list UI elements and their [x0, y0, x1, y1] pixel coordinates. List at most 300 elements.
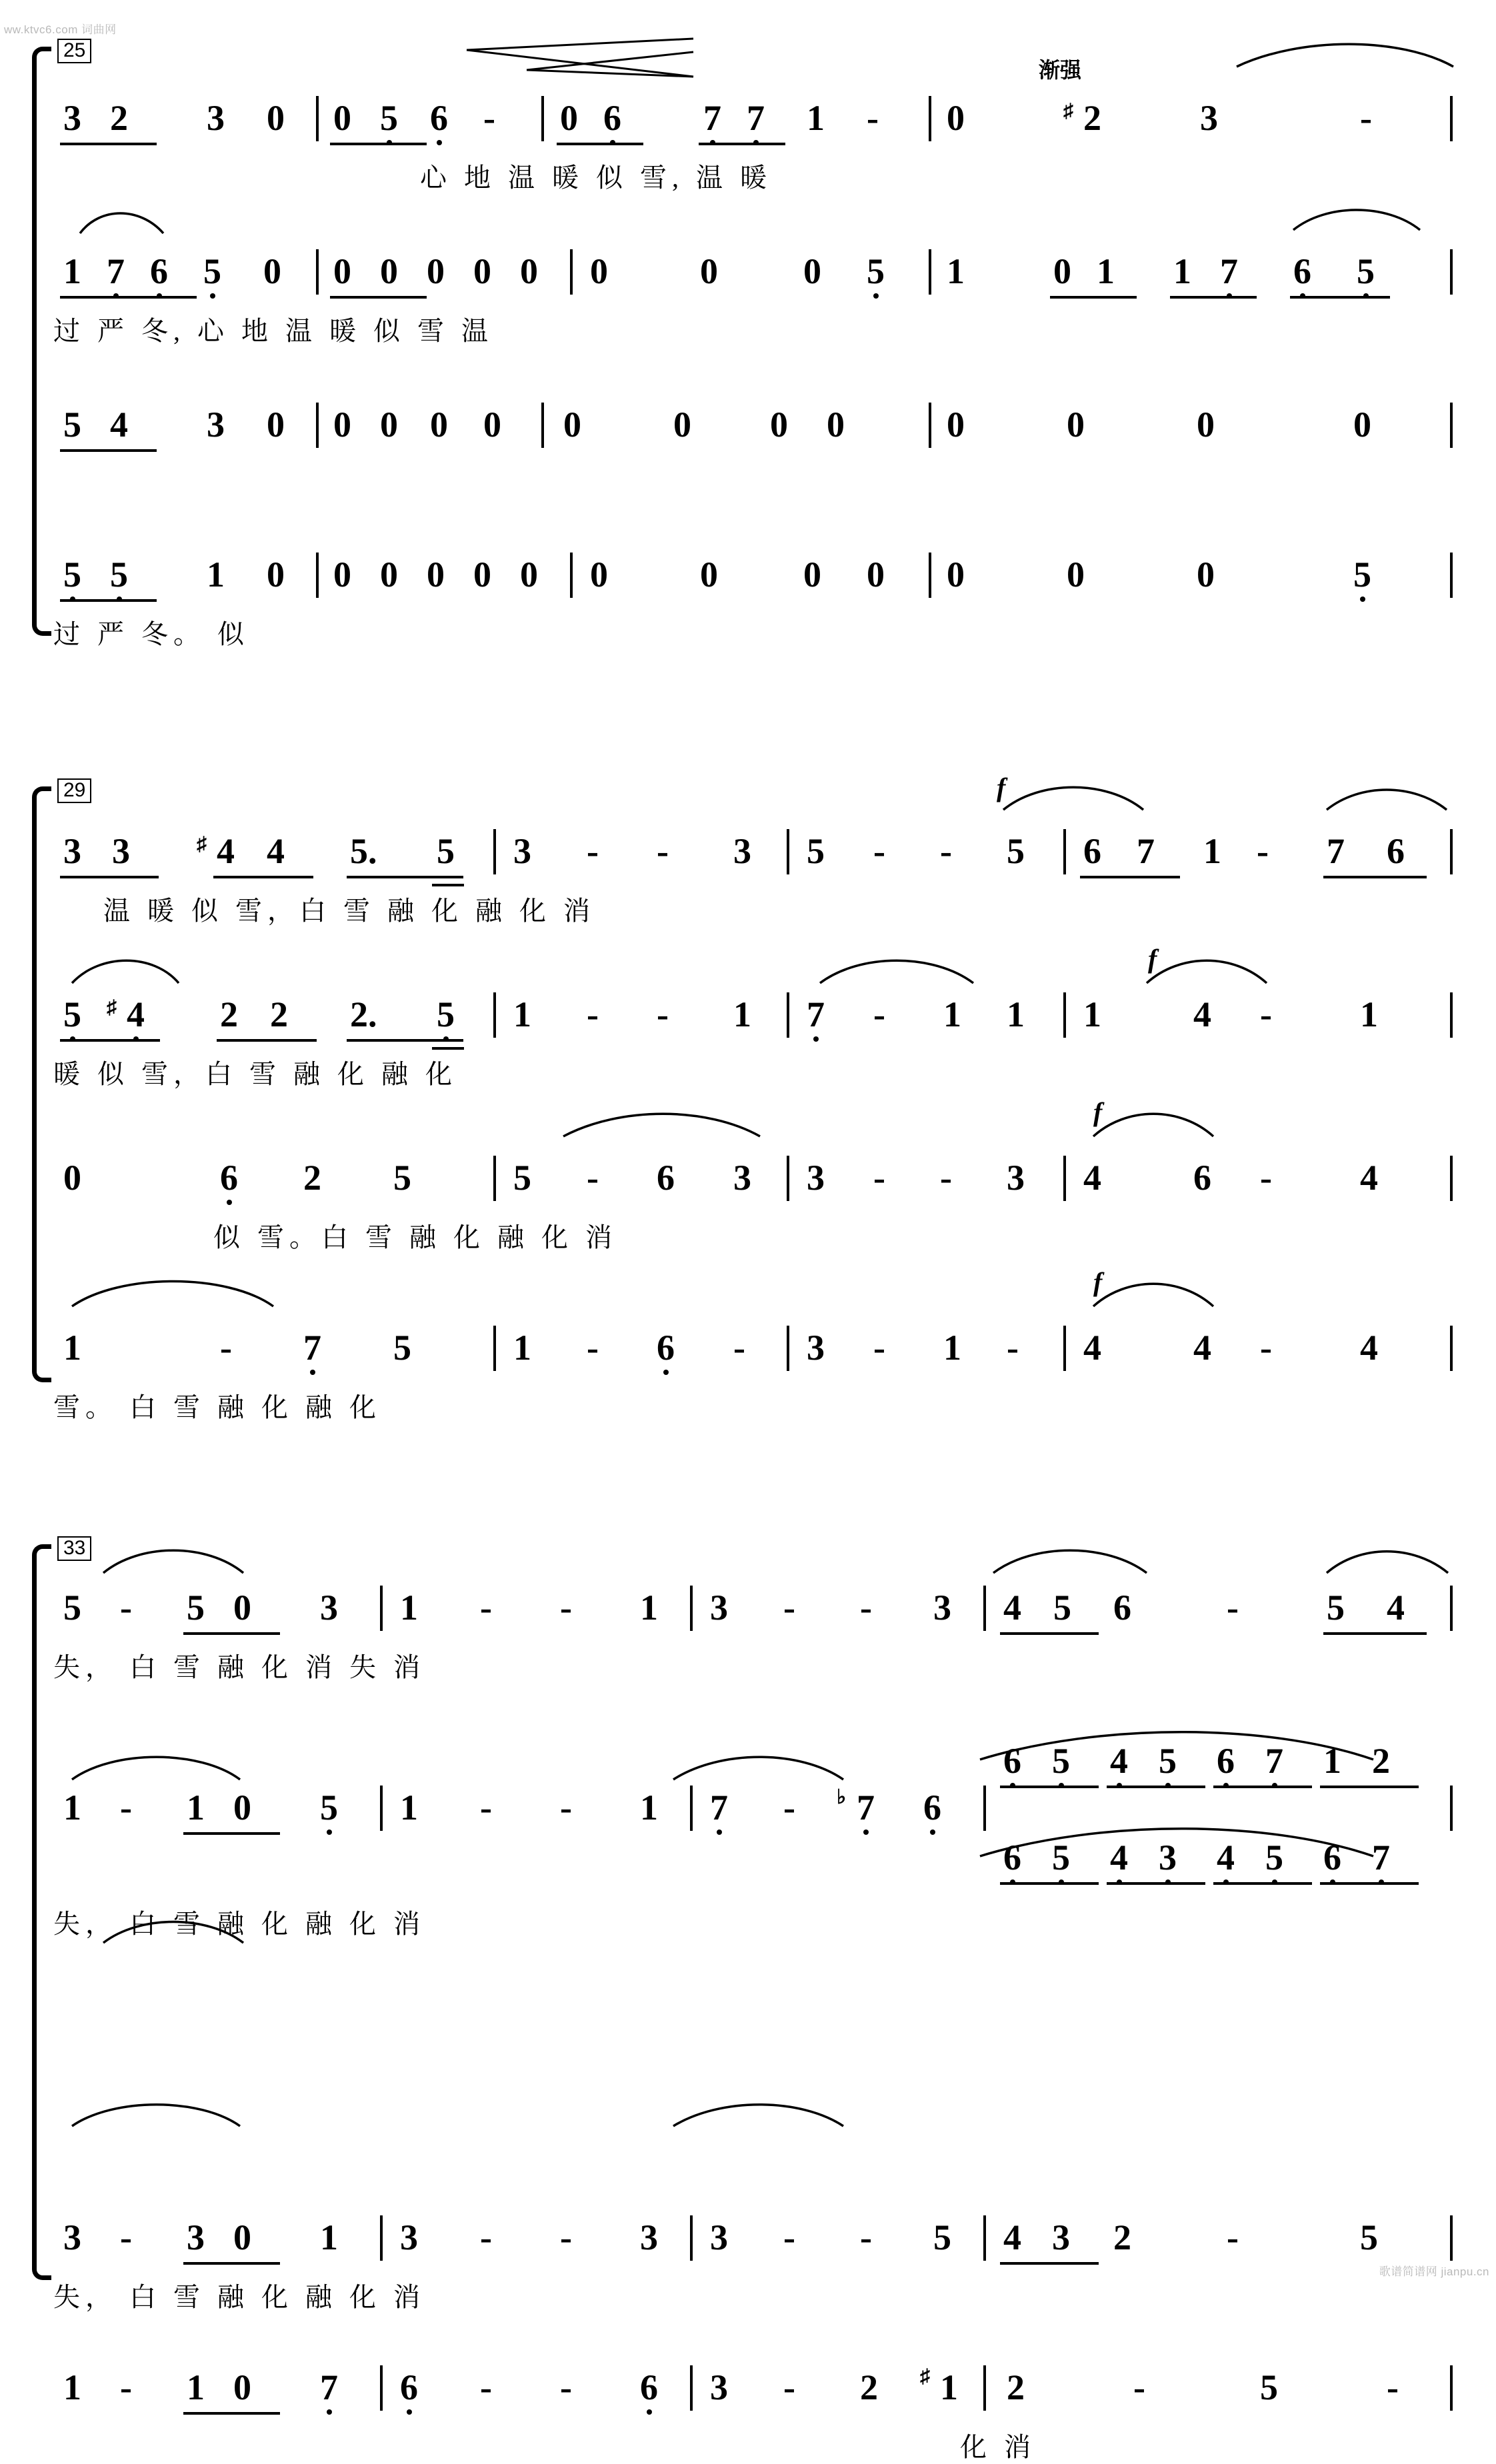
note: - [480, 2217, 492, 2257]
note: 6 [1217, 1741, 1235, 1781]
note: 2 [220, 994, 238, 1034]
note: 1 [1323, 1741, 1341, 1781]
note: 0 [700, 555, 718, 595]
barline [1450, 1786, 1453, 1831]
note: - [1227, 1588, 1239, 1628]
note: 0 [560, 98, 578, 138]
note: 1 [513, 994, 531, 1034]
lyrics-tenor: 似 雪。白 雪 融 化 融 化 消 [213, 1222, 617, 1252]
note: - [733, 1328, 745, 1368]
note: 0 [947, 555, 965, 595]
note: 0 [333, 98, 351, 138]
note: 3 [710, 1588, 728, 1628]
note: 1 [640, 1788, 658, 1828]
beam [432, 884, 464, 886]
beam [1320, 1786, 1419, 1788]
note: 0 [827, 405, 845, 445]
note: - [587, 994, 599, 1034]
note: 1 [807, 98, 825, 138]
barline [690, 2365, 693, 2411]
note: - [560, 1788, 572, 1828]
note: 5 [63, 1588, 81, 1628]
note: 4 [1110, 1741, 1128, 1781]
note: 0 [63, 1158, 81, 1198]
part-alto [0, 247, 1496, 346]
note: 0 [770, 405, 788, 445]
note: 1 [63, 2367, 81, 2407]
beam [1107, 1786, 1205, 1788]
measure-number: 33 [57, 1536, 91, 1561]
note: 7 [710, 1788, 728, 1828]
note: 4 [110, 405, 128, 445]
beam [1323, 876, 1427, 878]
note: 0 [233, 1788, 251, 1828]
note: 1 [733, 994, 751, 1034]
barline [787, 992, 789, 1038]
beam [1000, 1882, 1099, 1885]
note: 4 [217, 831, 235, 871]
flat-accidental: ♭ [837, 1786, 847, 1808]
note: - [940, 831, 952, 871]
note: 6 [220, 1158, 238, 1198]
note: 0 [1053, 251, 1071, 291]
note: 3 [807, 1328, 825, 1368]
note: 3 [513, 831, 531, 871]
part-soprano [0, 1583, 1496, 1682]
part-alto [0, 990, 1496, 1089]
sharp-accidental: ♯ [920, 2365, 930, 2387]
beam [330, 296, 427, 299]
barline [316, 553, 319, 598]
note: 0 [473, 555, 491, 595]
beam [557, 143, 643, 145]
note: 1 [943, 994, 961, 1034]
note: 3 [733, 1158, 751, 1198]
barline [983, 1586, 986, 1631]
note: 4 [1003, 1588, 1021, 1628]
note: 3 [63, 2217, 81, 2257]
barline [1063, 1156, 1066, 1201]
barline [316, 96, 319, 141]
note: 5 [1052, 1741, 1070, 1781]
note: 7 [107, 251, 125, 291]
note: 1 [947, 251, 965, 291]
part-bass [0, 2363, 1496, 2462]
note: 5 [1360, 2217, 1378, 2257]
barline [929, 249, 931, 295]
beam [1213, 1882, 1312, 1885]
note: 0 [1197, 555, 1215, 595]
note: 3 [1052, 2217, 1070, 2257]
note: 0 [267, 555, 285, 595]
note: 0 [1197, 405, 1215, 445]
lyrics-alto: 暖 似 雪，白 雪 融 化 融 化 [53, 1059, 457, 1089]
watermark-bottom-right: 歌谱简谱网 jianpu.cn [1379, 2265, 1489, 2278]
note: 4 [1110, 1838, 1128, 1877]
note: 6 [923, 1788, 941, 1828]
beam [60, 599, 157, 602]
beam [217, 1039, 317, 1042]
part-bass [0, 550, 1496, 649]
note: 0 [520, 251, 538, 291]
lyrics-bass: 雪。 白 雪 融 化 融 化 [53, 1392, 381, 1422]
note: 2. [350, 994, 377, 1034]
barline [690, 1786, 693, 1831]
note: 7 [1372, 1838, 1390, 1877]
note: 0 [233, 2217, 251, 2257]
note: - [1257, 831, 1269, 871]
barline [316, 249, 319, 295]
part-soprano [0, 826, 1496, 926]
lyrics-alto: 过 严 冬, 心 地 温 暖 似 雪 温 [53, 316, 493, 346]
note: 6 [657, 1328, 675, 1368]
note: - [860, 1588, 872, 1628]
note: 7 [807, 994, 825, 1034]
barline [380, 1586, 383, 1631]
note: 0 [380, 251, 398, 291]
system-33 [0, 1503, 1496, 2462]
lyrics-tenor: 失， 白 雪 融 化 融 化 消 [53, 2282, 425, 2312]
note: - [783, 1788, 795, 1828]
note: - [587, 1328, 599, 1368]
note: 5 [933, 2217, 951, 2257]
note: - [783, 2217, 795, 2257]
barline [380, 1786, 383, 1831]
beam [60, 143, 157, 145]
note: 5 [1353, 555, 1371, 595]
note: 3 [640, 2217, 658, 2257]
beam [60, 1039, 160, 1042]
beam [60, 296, 197, 299]
note: 1 [63, 1788, 81, 1828]
barline [690, 1586, 693, 1631]
note: - [480, 1588, 492, 1628]
beam [60, 449, 157, 452]
note: 4 [1387, 1588, 1405, 1628]
note: 0 [267, 405, 285, 445]
note: - [657, 831, 669, 871]
note: 0 [947, 98, 965, 138]
note: 6 [1003, 1741, 1021, 1781]
lyrics-soprano: 心 地 温 暖 似 雪, 温 暖 [420, 163, 772, 193]
note: - [1007, 1328, 1019, 1368]
note: 3 [807, 1158, 825, 1198]
barline [541, 403, 544, 448]
note: - [657, 994, 669, 1034]
note: 1 [187, 2367, 205, 2407]
note: 2 [1083, 98, 1101, 138]
note: - [560, 1588, 572, 1628]
beam [1000, 1786, 1099, 1788]
barline [1450, 992, 1453, 1038]
dynamic-crescendo-cjk: 渐强 [1039, 58, 1082, 82]
note: - [560, 2367, 572, 2407]
note: - [783, 1588, 795, 1628]
beam [1000, 2262, 1099, 2265]
note: 5 [320, 1788, 338, 1828]
note: 6 [640, 2367, 658, 2407]
measure-number: 29 [57, 778, 91, 803]
note: 5 [1260, 2367, 1278, 2407]
beam [1213, 1786, 1312, 1788]
note: 7 [320, 2367, 338, 2407]
note: 4 [1003, 2217, 1021, 2257]
note: 1 [1203, 831, 1221, 871]
note: 0 [233, 1588, 251, 1628]
barline [1450, 403, 1453, 448]
note: - [860, 2217, 872, 2257]
note: 6 [1113, 1588, 1131, 1628]
note: 6 [430, 98, 448, 138]
note: 4 [1360, 1158, 1378, 1198]
note: 4 [1083, 1328, 1101, 1368]
part-bass [0, 1323, 1496, 1422]
note: 0 [947, 405, 965, 445]
note: 5. [350, 831, 377, 871]
note: 1 [400, 1788, 418, 1828]
note: 2 [1007, 2367, 1025, 2407]
barline [1450, 1586, 1453, 1631]
beam [347, 1039, 463, 1042]
dynamic-forte: f [997, 772, 1006, 802]
note: 1 [207, 555, 225, 595]
note: 3 [400, 2217, 418, 2257]
barline [1450, 1326, 1453, 1371]
barline [493, 1326, 496, 1371]
lyrics-bass: 过 严 冬。 似 [53, 619, 249, 649]
note: - [1387, 2367, 1399, 2407]
note: 4 [1083, 1158, 1101, 1198]
note: - [873, 1158, 885, 1198]
note: 0 [520, 555, 538, 595]
note: 0 [473, 251, 491, 291]
barline [1063, 829, 1066, 874]
note: 0 [1067, 555, 1085, 595]
note: 6 [1003, 1838, 1021, 1877]
note: - [940, 1158, 952, 1198]
note: - [483, 98, 495, 138]
note: 6 [400, 2367, 418, 2407]
barline [787, 1326, 789, 1371]
note: 5 [1357, 251, 1375, 291]
barline [1450, 2365, 1453, 2411]
beam [1170, 296, 1257, 299]
beam [699, 143, 785, 145]
note: 7 [1327, 831, 1345, 871]
part-tenor [0, 2213, 1496, 2312]
note: - [120, 2217, 132, 2257]
part-tenor [0, 1153, 1496, 1252]
watermark-top-left: ww.ktvc6.com 词曲网 [4, 23, 117, 36]
barline [787, 829, 789, 874]
barline [929, 96, 931, 141]
note: 7 [1220, 251, 1238, 291]
note: 3 [112, 831, 130, 871]
note: 1 [63, 251, 81, 291]
note: 5 [1265, 1838, 1283, 1877]
note: 0 [333, 555, 351, 595]
note: 1 [513, 1328, 531, 1368]
note: 5 [867, 251, 885, 291]
note: 0 [590, 555, 608, 595]
note: 0 [1353, 405, 1371, 445]
note: - [1260, 1328, 1272, 1368]
note: - [1360, 98, 1372, 138]
barline [1450, 96, 1453, 141]
lyrics-alto: 失， 白 雪 融 化 融 化 消 [53, 1909, 425, 1939]
note: 0 [867, 555, 885, 595]
barline [541, 96, 544, 141]
barline [570, 553, 573, 598]
note: 7 [1137, 831, 1155, 871]
note: 2 [860, 2367, 878, 2407]
note: 1 [1083, 994, 1101, 1034]
note: 4 [1193, 994, 1211, 1034]
note: 1 [1097, 251, 1115, 291]
beam [1290, 296, 1390, 299]
note: 4 [1193, 1328, 1211, 1368]
note: 5 [1007, 831, 1025, 871]
barline [1063, 1326, 1066, 1371]
note: 0 [333, 251, 351, 291]
note: 1 [943, 1328, 961, 1368]
note: 6 [657, 1158, 675, 1198]
note: 5 [807, 831, 825, 871]
note: 3 [710, 2367, 728, 2407]
note: - [873, 994, 885, 1034]
note: 5 [1053, 1588, 1071, 1628]
barline [380, 2365, 383, 2411]
barline [380, 2215, 383, 2261]
beam [213, 876, 313, 878]
barline [493, 992, 496, 1038]
note: 0 [1067, 405, 1085, 445]
barline [493, 1156, 496, 1201]
note: 5 [110, 555, 128, 595]
beam [347, 876, 463, 878]
system-25 [0, 0, 1496, 693]
barline [493, 829, 496, 874]
barline [929, 553, 931, 598]
note: 5 [187, 1588, 205, 1628]
note: 0 [380, 555, 398, 595]
note: 0 [673, 405, 691, 445]
barline [929, 403, 931, 448]
barline [690, 2215, 693, 2261]
note: 5 [63, 405, 81, 445]
sharp-accidental: ♯ [107, 996, 117, 1018]
note: 3 [207, 98, 225, 138]
lyrics-bass: 化 消 [960, 2432, 1036, 2462]
note: 6 [1387, 831, 1405, 871]
note: 1 [1360, 994, 1378, 1034]
note: 0 [430, 405, 448, 445]
note: 0 [590, 251, 608, 291]
note: - [120, 1788, 132, 1828]
note: 5 [63, 994, 81, 1034]
note: 5 [1327, 1588, 1345, 1628]
system-29 [0, 753, 1496, 1446]
note: 6 [1323, 1838, 1341, 1877]
note: - [560, 2217, 572, 2257]
beam [1323, 1632, 1427, 1635]
barline [1450, 553, 1453, 598]
note: - [120, 2367, 132, 2407]
part-tenor [0, 400, 1496, 480]
dynamic-forte: f [1148, 944, 1157, 974]
note: 5 [1159, 1741, 1177, 1781]
barline [316, 403, 319, 448]
note: 1 [940, 2367, 958, 2407]
note: 0 [803, 251, 821, 291]
measure-number: 25 [57, 39, 91, 63]
note: 1 [187, 1788, 205, 1828]
note: 4 [1360, 1328, 1378, 1368]
beam [60, 876, 159, 878]
note: 3 [1007, 1158, 1025, 1198]
beam [1320, 1882, 1419, 1885]
beam [1000, 1632, 1099, 1635]
note: 3 [1200, 98, 1218, 138]
note: 5 [513, 1158, 531, 1198]
note: - [783, 2367, 795, 2407]
note: 3 [733, 831, 751, 871]
lyrics-soprano: 温 暖 似 雪，白 雪 融 化 融 化 消 [103, 896, 595, 926]
note: - [873, 831, 885, 871]
note: - [480, 2367, 492, 2407]
note: 1 [63, 1328, 81, 1368]
note: 7 [857, 1788, 875, 1828]
note: 3 [187, 2217, 205, 2257]
note: - [1227, 2217, 1239, 2257]
note: 0 [803, 555, 821, 595]
note: 5 [63, 555, 81, 595]
note: 1 [400, 1588, 418, 1628]
note: 7 [303, 1328, 321, 1368]
dynamic-forte: f [1093, 1097, 1103, 1127]
note: 0 [427, 555, 445, 595]
note: 2 [303, 1158, 321, 1198]
barline [1063, 992, 1066, 1038]
note: 5 [393, 1328, 411, 1368]
note: 3 [933, 1588, 951, 1628]
beam [183, 2412, 280, 2415]
beam [1107, 1882, 1205, 1885]
note: 3 [710, 2217, 728, 2257]
barline [1450, 249, 1453, 295]
note: 4 [1217, 1838, 1235, 1877]
note: 0 [233, 2367, 251, 2407]
note: 5 [1052, 1838, 1070, 1877]
note: 1 [1173, 251, 1191, 291]
note: - [873, 1328, 885, 1368]
note: - [587, 831, 599, 871]
part-soprano [0, 93, 1496, 193]
note: - [1133, 2367, 1145, 2407]
note: 4 [127, 994, 145, 1034]
note: 2 [110, 98, 128, 138]
note: 6 [150, 251, 168, 291]
barline [1450, 829, 1453, 874]
note: 5 [203, 251, 221, 291]
note: - [1260, 1158, 1272, 1198]
note: 3 [207, 405, 225, 445]
note: 7 [747, 98, 765, 138]
note: 0 [333, 405, 351, 445]
note: - [867, 98, 879, 138]
note: 2 [1372, 1741, 1390, 1781]
beam [1050, 296, 1137, 299]
